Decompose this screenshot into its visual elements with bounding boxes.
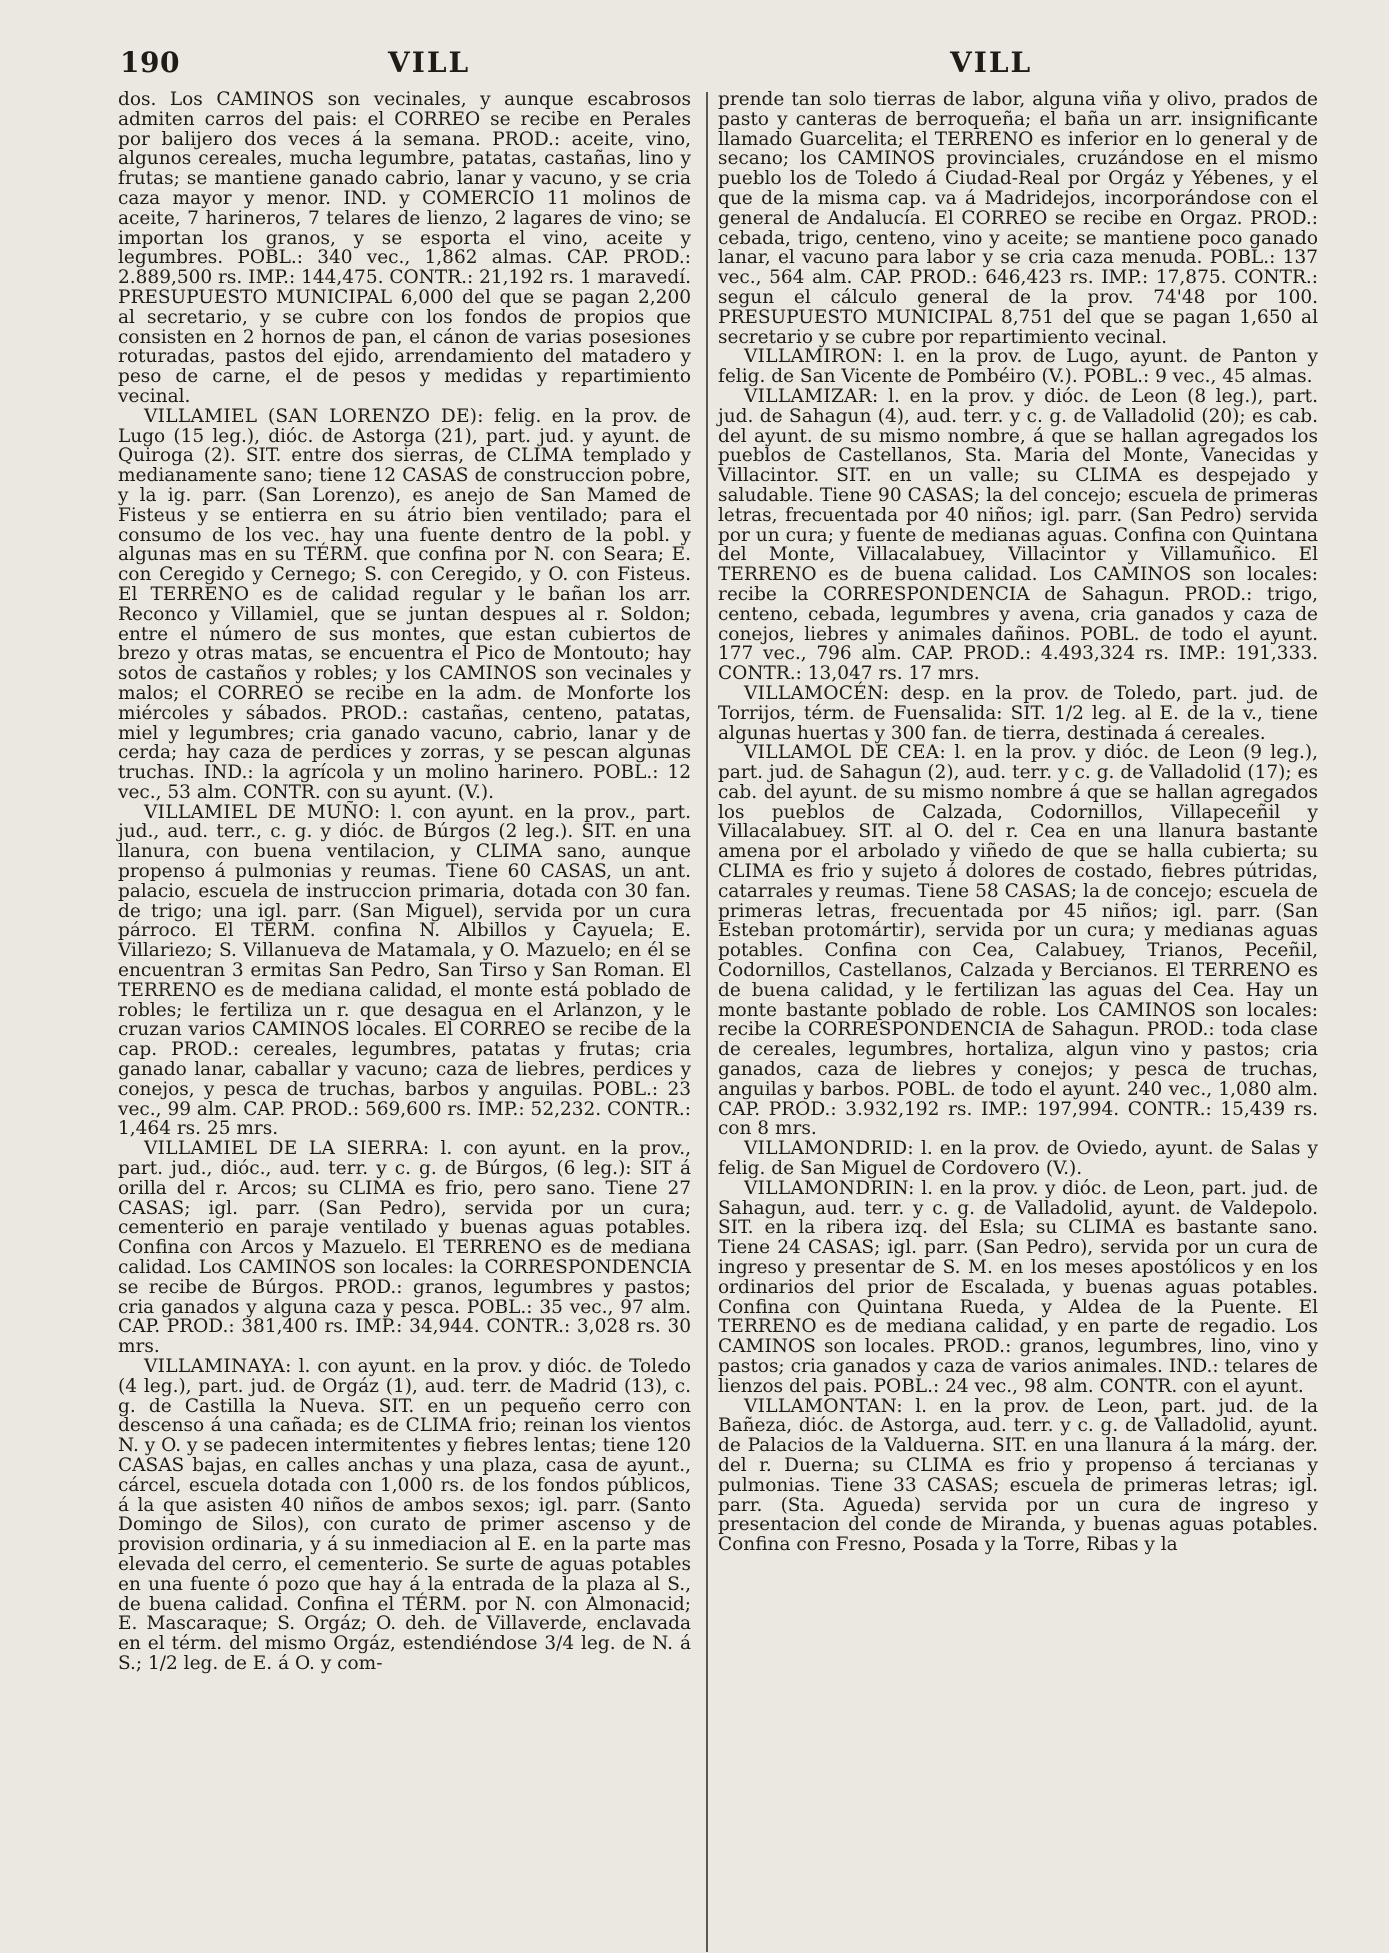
headword: VILLAMIEL DE LA SIERRA: [144, 1138, 430, 1160]
headword: VILLAMIEL DE MUÑO: [144, 801, 381, 823]
headword: VILLAMINAYA: [144, 1356, 292, 1377]
entry-continuation: dos. Los CAMINOS son vecinales, y aunque escabrosos admiten carros del pais: el CORREO se recibe en Perales por balijero dos veces á la semana. PROD.: aceite, vino, algunos cereales, mucha legumbre, patatas, castañas, lino y frutas; se mantiene ganado cabrio, lanar y vacuno, y se cria caza mayor y menor. IND. y COMERCIO 11 molinos de aceite, 7 harineros, 7 telares de lienzo, 2 lagares de vino; se importan los granos, y se esporta el vino, aceite y legumbres. POBL.: 340 vec., 1,862 almas. CAP. PROD.: 2.889,500 rs. IMP.: 144,475. CONTR.: 21,192 rs. 1 maravedí. PRESUPUESTO MUNICIPAL 6,000 del que se pagan 2,200 al secretario, y se cubre con los fondos de propios que consisten en 2 hornos de pan, el cánon de varias posesiones roturadas, pastos del ejido, arrendamiento del matadero y peso de carne, el de pesos y medidas y repartimiento vecinal. [118, 89, 691, 407]
entry-villamontan [718, 1397, 1318, 1555]
page-number: 190 [120, 46, 180, 79]
left-column [118, 90, 691, 1674]
entry-villamiel-de-muno [118, 803, 691, 1140]
entry-villamiel-san-lorenzo [118, 407, 691, 803]
entry-villaminaya [118, 1357, 691, 1674]
entry-text: l. en la prov. y dióc. de Leon (8 leg.), part. jud. de Sahagun (4), aud. terr. y c. g. de Valladolid (20); es cab. del ayunt. de su mismo nombre, á que se hallan agregados los pueblos de Castellanos, Sta. Maria del Monte, Vanecidas y Villacintor. SIT. en un valle; su CLIMA es despejado y saludable. Tiene 90 CASAS; la del concejo; escuela de primeras letras, frecuentada por 40 niños; igl. parr. (San Pedro) servida por un cura; y fuente de medianas aguas. Confina con Quintana del Monte, Villacalabuey, Villacintor y Villamuñico. El TERRENO es de buena calidad. Los CAMINOS son locales: recibe la CORRESPONDENCIA de Sahagun. PROD.: trigo, centeno, cebada, legumbres y avena, cria ganados y caza de conejos, liebres y animales dañinos. POBL. de todo el ayunt. 177 vec., 796 alm. CAP. PROD.: 4.493,324 rs. IMP.: 191,333. CONTR.: 13,047 rs. 17 mrs. [718, 385, 1318, 685]
entry-text: felig. en la prov. de Lugo (15 leg.), dióc. de Astorga (21), part. jud. y ayunt. de Quiroga (2). SIT. entre dos sierras, de CLIMA templado y medianamente sano; tiene 12 CASAS de construccion pobre, y la ig. parr. (San Lorenzo), es anejo de San Mamed de Fisteus y se entierra en su átrio bien ventilado; para el consumo de los vec. hay una fuente dentro de la pobl. y algunas mas en su TÉRM. que confina por N. con Seara; E. con Ceregido y Cernego; S. con Ceregido, y O. con Fisteus. El TERRENO es de calidad regular y le bañan los arr. Reconco y Villamiel, que se juntan despues al r. Soldon; entre el número de sus montes, que estan cubiertos de brezo y otras matas, se encuentra el Pico de Montouto; hay sotos de castaños y robles; y los CAMINOS son vecinales y malos; el CORREO se recibe en la adm. de Monforte los miércoles y sábados. PROD.: castañas, centeno, patatas, miel y legumbres; cria ganado vacuno, cabrio, lanar y de cerda; hay caza de perdices y zorras, y se pescan algunas truchas. IND.: la agrícola y un molino harinero. POBL.: 12 vec., 53 alm. CONTR. con su ayunt. (V.). [118, 405, 691, 803]
headword: VILLAMIZAR: [744, 385, 879, 407]
headword: VILLAMOCÉN: [744, 682, 890, 704]
entry-villamol-de-cea [718, 743, 1318, 1139]
headword: VILLAMONTAN: [744, 1395, 903, 1417]
entry-villamiron [718, 347, 1318, 387]
entry-text: l. con ayunt. en la prov., part. jud., dióc., aud. terr. y c. g. de Búrgos, (6 leg.): SIT á orilla del r. Arcos; su CLIMA es frio, pero sano. Tiene 27 CASAS; igl. parr. (San Pedro), servida por un cura; cementerio en paraje ventilado y buenas aguas potables. Confina con Arcos y Mazuelo. El TERRENO es de mediana calidad. Los CAMINOS son locales: la CORRESPONDENCIA se recibe de Búrgos. PROD.: granos, legumbres y pastos; cria ganados y alguna caza y pesca. POBL.: 35 vec., 97 alm. CAP. PROD.: 381,400 rs. IMP.: 34,944. CONTR.: 3,028 rs. 30 mrs. [118, 1138, 691, 1358]
headword: VILLAMOL DE CEA: [744, 742, 946, 764]
headword: VILLAMIRON: [744, 346, 884, 368]
running-head-right: VILL [950, 46, 1033, 79]
entry-text: l. en la prov. y dióc. de Leon, part. jud. de Sahagun, aud. terr. y c. g. de Valladolid, ayunt. de Valdepolo. SIT. en la ribera izq. del Esla; su CLIMA es bastante sano. Tiene 24 CASAS; igl. parr. (San Pedro), servida por un cura de ingreso y presentar de S. M. en los meses apostólicos y en los ordinarios del prior de Escalada, y buenas aguas potables. Confina con Quintana Rueda, y Aldea de la Puente. El TERRENO es de mediana calidad, y en parte de regadio. Los CAMINOS son locales. PROD.: granos, legumbres, lino, vino y pastos; cria ganados y caza de varios animales. IND.: telares de lienzos del pais. POBL.: 24 vec., 98 alm. CONTR. con el ayunt. [718, 1177, 1318, 1397]
running-head-left: VILL [388, 46, 471, 79]
entry-continuation-villaminaya: prende tan solo tierras de labor, alguna viña y olivo, prados de pasto y canteras de berroqueña; el baña un arr. insignificante llamado Guarcelita; el TERRENO es inferior en lo general y de secano; los CAMINOS provinciales, cruzándose en el mismo pueblo los de Toledo á Ciudad-Real por Orgáz y Yébenes, y el que de la misma cap. va á Madridejos, incorporándose con el general de Andalucía. El CORREO se recibe en Orgaz. PROD.: cebada, trigo, centeno, vino y aceite; se mantiene poco ganado lanar, el vacuno para labor y se cria caza menuda. POBL.: 137 vec., 564 alm. CAP. PROD.: 646,423 rs. IMP.: 17,875. CONTR.: segun el cálculo general de la prov. 74'48 por 100. PRESUPUESTO MUNICIPAL 8,751 del que se pagan 1,650 al secretario y se cubre por repartimiento vecinal. [718, 89, 1318, 348]
entry-villamiel-de-la-sierra [118, 1139, 691, 1357]
entry-text: desp. en la prov. de Toledo, part. jud. de Torrijos, térm. de Fuensalida: SIT. 1/2 leg. al E. de la v., tiene algunas huertas y 300 fan. de tierra, destinada á cereales. [718, 682, 1318, 744]
entry-villamondrin [718, 1179, 1318, 1397]
page-header [120, 46, 1340, 90]
entry-text: l. en la prov. de Leon, part. jud. de la Bañeza, dióc. de Astorga, aud. terr. y c. g. de Valladolid, ayunt. de Palacios de la Valduerna. SIT. en una llanura á la márg. der. del r. Duerna; su CLIMA es frio y propenso á tercianas y pulmonias. Tiene 33 CASAS; escuela de primeras letras; igl. parr. (Sta. Agueda) servida por un cura de ingreso y presentacion del conde de Miranda, y buenas aguas potables. Confina con Fresno, Posada y la Torre, Ribas y la [718, 1395, 1318, 1556]
entry-text: l. en la prov. y dióc. de Leon (9 leg.), part. jud. de Sahagun (2), aud. terr. y c. g. de Valladolid (17); es cab. del ayunt. de su mismo nombre á que se hallan agregados los pueblos de Calzada, Codornillos, Villapeceñil y Villacalabuey. SIT. al O. del r. Cea en una llanura bastante amena por el arbolado y viñedo de que se halla cubierta; su CLIMA es frio y sujeto á dolores de costado, fiebres pútridas, catarrales y reumas. Tiene 58 CASAS; la de concejo; escuela de primeras letras, frecuentada por 45 niños; igl. parr. (San Esteban protomártir), servida por un cura; y medianas aguas potables. Confina con Cea, Calabuey, Trianos, Peceñil, Codornillos, Castellanos, Calzada y Bercianos. El TERRENO es de buena calidad, y le fertilizan las aguas del Cea. Hay un monte bastante poblado de roble. Los CAMINOS son locales: recibe la CORRESPONDENCIA de Sahagun. PROD.: toda clase de cereales, legumbres, hortaliza, algun vino y pastos; cria ganados, caza de liebres y conejos; y pesca de truchas, anguilas y barbos. POBL. de todo el ayunt. 240 vec., 1,080 alm. CAP. PROD.: 3.932,192 rs. IMP.: 197,994. CONTR.: 15,439 rs. con 8 mrs. [718, 742, 1318, 1140]
entry-villamocen [718, 684, 1318, 743]
column-divider [706, 92, 708, 1952]
entry-text: l. con ayunt. en la prov., part. jud., aud. terr., c. g. y dióc. de Búrgos (2 leg.). SIT. en una llanura, con buena ventilacion, y CLIMA sano, aunque propenso á pulmonias y reumas. Tiene 60 CASAS, un ant. palacio, escuela de instruccion primaria, dotada con 30 fan. de trigo; una igl. parr. (San Miguel), servida por un cura párroco. El TÉRM. confina N. Albillos y Cayuela; E. Villariezo; S. Villanueva de Matamala, y O. Mazuelo; en él se encuentran 3 ermitas San Pedro, San Tirso y San Roman. El TERRENO es de mediana calidad, el monte está poblado de robles; le fertiliza un r. que desagua en el Arlanzon, y le cruzan varios CAMINOS locales. El CORREO se recibe de la cap. PROD.: cereales, legumbres, patatas y frutas; cria ganado lanar, caballar y vacuno; caza de liebres, perdices y conejos, y pesca de truchas, barbos y anguilas. POBL.: 23 vec., 99 alm. CAP. PROD.: 569,600 rs. IMP.: 52,232. CONTR.: 1,464 rs. 25 mrs. [118, 801, 691, 1140]
entry-villamizar [718, 387, 1318, 684]
headword: VILLAMONDRID: [744, 1138, 914, 1160]
entry-text: l. con ayunt. en la prov. y dióc. de Toledo (4 leg.), part. jud. de Orgáz (1), aud. terr. de Madrid (13), c. g. de Castilla la Nueva. SIT. en un pequeño cerro con descenso á una cañada; es de CLIMA frio; reinan los vientos N. y O. y se padecen intermitentes y fiebres lentas; tiene 120 CASAS bajas, en calles anchas y una plaza, casa de ayunt., cárcel, escuela dotada con 1,000 rs. de los fondos públicos, á la que asisten 40 niños de ambos sexos; igl. parr. (Santo Domingo de Silos), con curato de primer ascenso y de provision ordinaria, y á su inmediacion al E. en la parte mas elevada del cerro, el cementerio. Se surte de aguas potables en una fuente ó pozo que hay á la entrada de la plaza al S., de buena calidad. Confina el TÉRM. por N. con Almonacid; E. Mascaraque; S. Orgáz; O. deh. de Villaverde, enclavada en el térm. del mismo Orgáz, estendiéndose 3/4 leg. de N. á S.; 1/2 leg. de E. á O. y com- [118, 1356, 691, 1674]
headword: VILLAMIEL (SAN LORENZO DE): [144, 405, 484, 427]
headword: VILLAMONDRIN: [744, 1177, 915, 1199]
right-column [718, 90, 1318, 1555]
entry-villamondrid [718, 1139, 1318, 1179]
entry-text: l. en la prov. de Oviedo, ayunt. de Salas y felig. de San Miguel de Cordovero (V.). [718, 1138, 1318, 1180]
entry-text: l. en la prov. de Lugo, ayunt. de Panton y felig. de San Vicente de Pombéiro (V.). POBL.: 9 vec., 45 almas. [718, 346, 1318, 388]
